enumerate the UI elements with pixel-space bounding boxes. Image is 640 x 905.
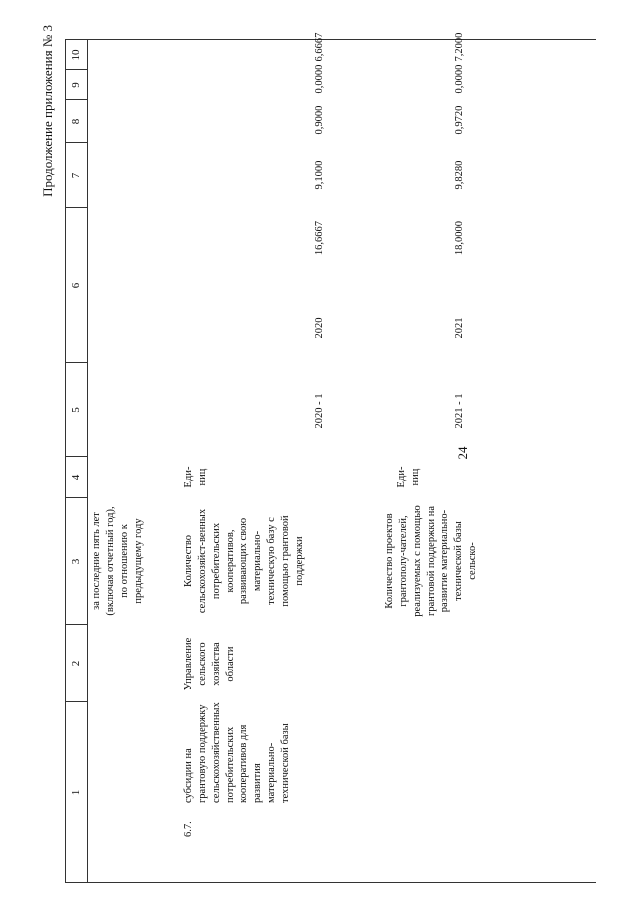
carryover-indicator-text: за последние пять лет (включая отчетный год), по отношению к предыдущему году <box>91 506 144 616</box>
col-header-1: 1 <box>70 789 82 796</box>
indicator-1-col10-value: 6,6667 <box>314 32 325 62</box>
col-border-left <box>65 882 596 883</box>
col-header-5: 5 <box>70 407 82 413</box>
indicator-1-col7-value: 9,1000 <box>314 160 325 190</box>
indicator-1-year: 2020 <box>314 317 325 339</box>
col-header-4: 4 <box>70 474 82 481</box>
col-header-6: 6 <box>70 282 82 289</box>
measure-name: субсидии на грантовую поддержку сельскохозяйственных потребительских кооперативов для развития материально-технической базы <box>183 702 292 803</box>
indicator-2-period: 2021 - 1 <box>454 393 465 429</box>
indicator-1-name: Количество сельскохозяйст-венных потребительских кооперативов, развивающих свою материально-техническую базу с помощью грантовой поддержки <box>183 508 305 614</box>
indicator-1-col9-value: 0,0000 <box>314 64 325 94</box>
col-header-9: 9 <box>70 82 82 88</box>
table-top-border <box>65 40 66 883</box>
col-header-8: 8 <box>70 118 82 125</box>
indicator-2-col7-value: 9,8280 <box>454 160 465 190</box>
indicator-2-col8-value: 0,9720 <box>454 105 465 135</box>
indicator-2-name: Количество проектов грантополу-чателей, реализуемых с помощью грантовой поддержки на развитие материально-технической базы сельско- <box>384 505 479 617</box>
col-header-10: 10 <box>70 49 82 61</box>
indicator-1-period: 2020 - 1 <box>314 393 325 429</box>
responsible-executor: Управление сельского хозяйства области <box>183 637 236 691</box>
indicator-2-year: 2021 <box>454 317 465 339</box>
indicator-2-col9-value: 0,0000 <box>454 64 465 94</box>
col-border-right <box>65 39 596 40</box>
indicator-2-unit: Еди-ниц <box>396 466 421 488</box>
col-header-2: 2 <box>70 660 82 667</box>
page-number: 24 <box>455 446 470 460</box>
indicator-1-col6-value: 16,6667 <box>314 220 325 256</box>
continuation-label: Продолжение приложения № 3 <box>40 25 55 197</box>
indicator-2-col6-value: 18,0000 <box>454 220 465 256</box>
indicator-1-unit: Еди-ниц <box>183 466 208 488</box>
header-bottom-border <box>87 40 88 883</box>
appendix-table <box>65 32 596 883</box>
indicator-2-col10-value: 7,2000 <box>454 32 465 62</box>
indicator-1-col8-value: 0,9000 <box>314 105 325 135</box>
row-number: 6.7. <box>183 821 194 837</box>
col-header-7: 7 <box>70 172 82 179</box>
col-header-3: 3 <box>70 558 82 565</box>
